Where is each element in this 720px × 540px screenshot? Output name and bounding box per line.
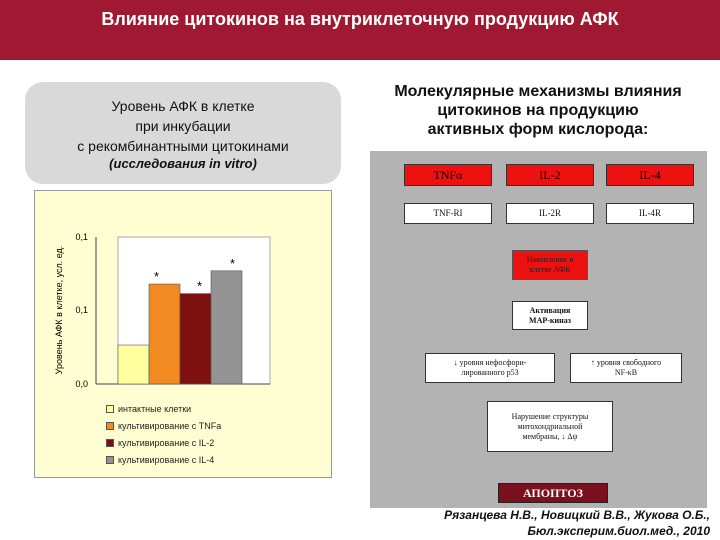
y-tick-top: 0,1 <box>75 232 88 242</box>
cytokine-il2: IL-2 <box>506 164 594 186</box>
heading-line-1: Молекулярные механизмы влияния <box>394 83 682 100</box>
y-tick-mid: 0,1 <box>75 305 88 315</box>
nfkb-line-2: NF-κB <box>614 368 638 377</box>
citation <box>380 507 710 539</box>
p53-line-1: ↓ уровня нефосфори- <box>453 358 527 367</box>
accum-line-2: клетке АФК <box>529 265 571 274</box>
map-line-2: МАР-киназ <box>529 315 571 325</box>
y-tick-bottom: 0,0 <box>75 379 88 389</box>
mitochondria-box <box>487 401 613 452</box>
map-line-1: Активация <box>529 305 571 315</box>
heading-line-3: активных форм кислорода: <box>427 121 649 138</box>
bar-il2 <box>180 294 211 384</box>
y-axis-label: Уровень АФК в клетке, усл. ед. <box>54 245 64 375</box>
legend-item <box>106 400 221 417</box>
significance-marker: * <box>153 269 160 285</box>
citation-line-1: Рязанцева Н.В., Новицкий В.В., Жукова О.Б., <box>444 508 710 522</box>
p53-line-2: лированного p53 <box>461 368 519 377</box>
caption-line-3: с рекомбинантными цитокинами <box>77 138 289 154</box>
citation-line-2: Бюл.эксперим.биол.мед., 2010 <box>527 524 710 538</box>
cytokine-tnf: TNFα <box>404 164 492 186</box>
legend-label: культивирование с TNFa <box>118 420 222 431</box>
mito-line-1: Нарушение структуры <box>511 411 589 421</box>
legend-swatch-intact <box>106 405 114 413</box>
bar-intact <box>118 345 149 384</box>
legend-swatch-il4 <box>106 456 114 464</box>
p53-box <box>425 353 555 383</box>
mito-line-3: мембраны, ↓ Δψ <box>522 431 578 441</box>
receptor-il4r: IL-4R <box>606 203 694 224</box>
receptor-tnfri: TNF-RI <box>404 203 492 224</box>
legend-swatch-tnf <box>106 422 114 430</box>
ros-accumulation-box <box>512 250 588 280</box>
bar-chart <box>54 232 270 389</box>
legend-swatch-il2 <box>106 439 114 447</box>
legend-label: интактные клетки <box>118 403 192 414</box>
nfkb-line-1: ↑ уровня свободного <box>590 358 662 367</box>
significance-marker: * <box>229 255 236 271</box>
caption-line-4: (исследования in vitro) <box>109 156 257 171</box>
significance-marker: * <box>196 278 203 294</box>
caption-line-1: Уровень АФК в клетке <box>111 98 255 114</box>
legend-item <box>106 417 221 434</box>
heading-line-2: цитокинов на продукцию <box>437 102 639 119</box>
legend-item <box>106 434 221 451</box>
bar-tnf <box>149 284 180 384</box>
receptor-il2r: IL-2R <box>506 203 594 224</box>
slide-title: Влияние цитокинов на внутриклеточную продукцию АФК <box>101 9 619 29</box>
accum-line-1: Накопление в <box>526 255 574 264</box>
chart-legend <box>106 400 221 468</box>
map-kinase-box <box>512 301 588 330</box>
legend-label: культивирование с IL-4 <box>118 454 215 465</box>
mito-line-2: митохондриальной <box>517 421 583 431</box>
caption-line-2: при инкубации <box>135 118 231 134</box>
legend-label: культивирование с IL-2 <box>118 437 215 448</box>
legend-item <box>106 451 221 468</box>
nfkb-box <box>570 353 682 383</box>
cytokine-il4: IL-4 <box>606 164 694 186</box>
apoptosis-box: АПОПТОЗ <box>498 483 608 503</box>
bar-il4 <box>211 271 242 384</box>
mechanisms-heading <box>368 82 708 139</box>
